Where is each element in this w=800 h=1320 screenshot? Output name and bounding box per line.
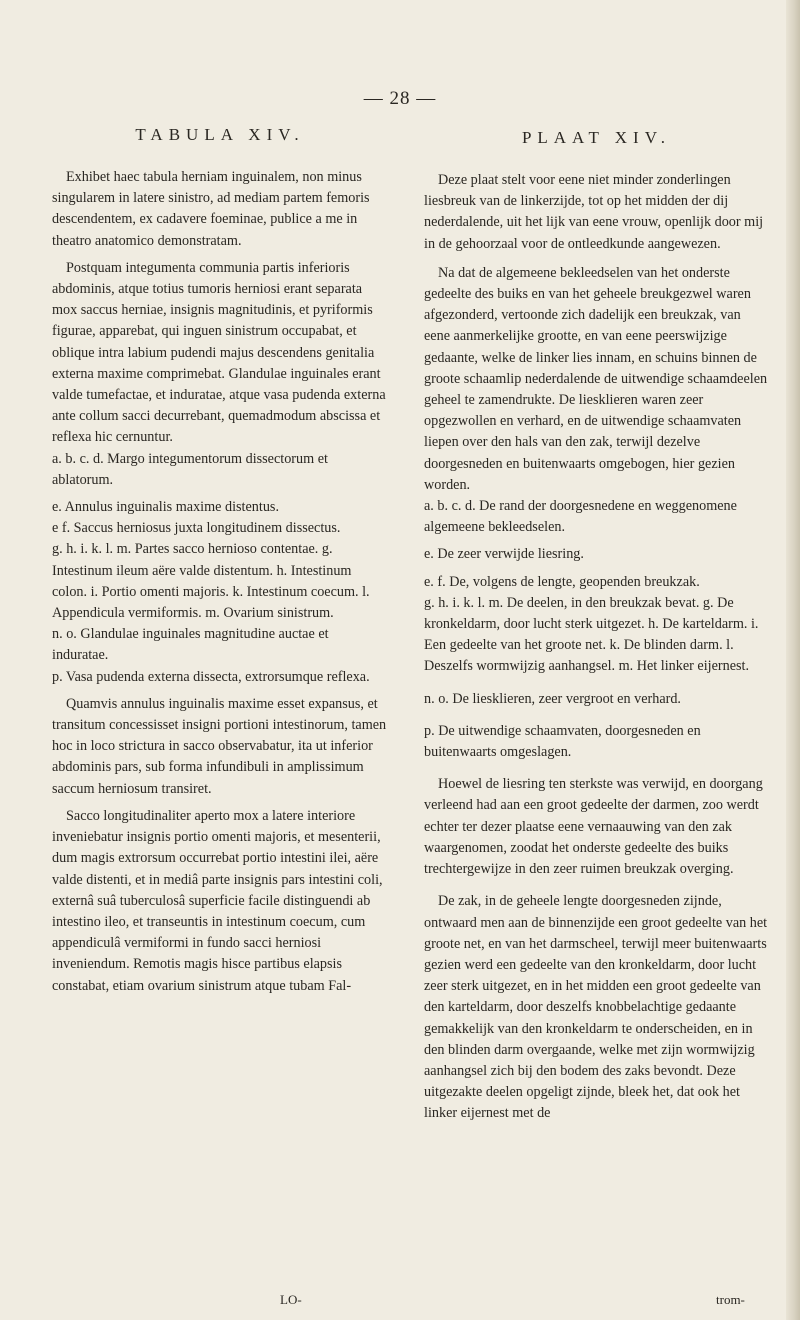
latin-column xyxy=(52,125,388,997)
dutch-legend-e: e. De zeer verwijde liesring. xyxy=(424,546,584,563)
page-edge xyxy=(786,0,800,1320)
latin-legend-abcd: a. b. c. d. Margo integumentorum dissectorum et ablatorum. xyxy=(52,450,328,488)
latin-catchword: LO- xyxy=(280,1292,302,1307)
dutch-heading: PLAAT XIV. xyxy=(521,128,672,147)
dutch-legend-ghiklm: g. h. i. k. l. m. De deelen, in den breukzak bevat. g. De kronkeldarm, door lucht sterk uitgezet. h. De karteldarm. i. Een gedeelte van het groote net. k. De blinden darm. l. Deszelfs wormwijzig aanhangsel. m. Het linker eijernest. xyxy=(424,594,759,675)
dutch-catchword: trom- xyxy=(716,1292,745,1307)
latin-legend-e: e. Annulus inguinalis maxime distentus. xyxy=(52,499,279,516)
dutch-paragraph-description: Na dat de algemeene bekleedselen van het onderste gedeelte des buiks en van het geheele breukgezwel waren afgezonderd, vertoonde zich dadelijk een breukzak, van eene aanmerkelijke grootte, en van eene peerswijzige gedaante, welke de linker lies innam, en schuins binnen de groote schaamlip nederdalende de uitwendige schaamdeelen geheel te zamendrukte. De liesklieren waren zeer opgezwollen en verhard, en de uitwendige schaamvaten liepen over den hals van den zak, terwijl dezelve doorgesneden en buitenwaarts omgebogen, hier gezien worden. xyxy=(424,264,768,493)
latin-paragraph-contents: Sacco longitudinaliter aperto mox a latere interiore inveniebatur insignis portio omenti majoris, et mesenterii, dum magis extrorsum occurrebat portio intestini ilei, aëre valde distenti, et in mediâ parte insignis pars intestini coli, externâ suâ tuberculosâ superficie facile distinguendi ab intestino ileo, et transeuntis in intestinum coecum, cum appendiculâ vermiformi in fundo sacci herniosi inveniendum. Remotis magis hisce partibus elapsis constabat, etiam ovarium sinistrum atque tubam Fal- xyxy=(52,807,383,994)
latin-paragraph-stricture: Quamvis annulus inguinalis maxime esset expansus, et transitum concessisset insigni portioni intestinorum, tamen hoc in loco strictura in sacco observabatur, ita ut inferior abdominis pars, sub forma infundibuli in amplissimum saccum herniosum transiret. xyxy=(52,695,387,797)
latin-legend-ef: e f. Saccus herniosus juxta longitudinem dissectus. xyxy=(52,520,341,537)
latin-paragraph-description: Postquam integumenta communia partis inferioris abdominis, atque totius tumoris herniosi erant separata mox saccus herniae, insignis magnitudinis, et pyriformis figurae, apparebat, qui inguen sinistrum occupabat, et oblique intra labium pudendi majus descendens genitalia externa maxime comprimebat. Glandulae inguinales erant valde tumefactae, et induratae, atque vasa pudenda externa ante collum sacci decurrebant, quemadmodum abscissa et reflexa hic cernuntur. xyxy=(52,259,386,446)
dutch-legend-no: n. o. De liesklieren, zeer vergroot en verhard. xyxy=(424,690,681,707)
latin-legend-no: n. o. Glandulae inguinales magnitudine auctae et induratae. xyxy=(52,626,329,664)
dutch-legend-ef: e. f. De, volgens de lengte, geopenden breukzak. xyxy=(424,573,700,590)
dutch-paragraph-intro: Deze plaat stelt voor eene niet minder zonderlingen liesbreuk van de linkerzijde, tot op het midden der dij nederdalende, uit het lijk van eene vrouw, openlijk door mij in de gehoorzaal voor de ontleedkunde aangewezen. xyxy=(424,172,764,252)
dutch-legend-p: p. De uitwendige schaamvaten, doorgesneden en buitenwaarts omgeslagen. xyxy=(424,722,701,761)
latin-heading: TABULA XIV. xyxy=(135,125,305,144)
latin-legend-p: p. Vasa pudenda externa dissecta, extrorsumque reflexa. xyxy=(52,668,370,685)
page-number: — 28 — xyxy=(363,88,437,109)
latin-paragraph-intro: Exhibet haec tabula herniam inguinalem, non minus singularem in latere sinistro, ad mediam partem femoris descendentem, ex cadavere foeminae, publice a me in theatro anatomico demonstratam. xyxy=(52,169,370,249)
latin-legend-ghiklm: g. h. i. k. l. m. Partes sacco hernioso contentae. g. Intestinum ileum aëre valde distentum. h. Intestinum colon. i. Portio omenti majoris. k. Intestinum coecum. l. Appendicula vermiformis. m. Ovarium sinistrum. xyxy=(52,541,370,622)
dutch-paragraph-contents: De zak, in de geheele lengte doorgesneden zijnde, ontwaard men aan de binnenzijde een groot gedeelte van het groote net, en van het darmscheel, terwijl meer buitenwaarts gezien werd een gedeelte van den kronkeldarm, door lucht zeer sterk uitgezet, en in het midden een groot gedeelte van den karteldarm, door deszelfs knobbelachtige gedaante gemakkelijk van den kronkeldarm te onderscheiden, en in den blinden darm overgaande, welke met zijn wormwijzig aanhangsel zich bij den bodem des zaks bevondt. Deze uitgezakte deelen opgeligt zijnde, bleek het, dat ook het linker eijernest met de xyxy=(424,893,768,1122)
dutch-paragraph-stricture: Hoewel de liesring ten sterkste was verwijd, en doorgang verleend had aan een groot gedeelte der darmen, zoo werdt echter ter dezer plaatse eene vernaauwing van den zak waargenomen, zoodat het onderste gedeelte des buiks trechtergewijze in den zeer ruimen breukzak overging. xyxy=(424,776,763,878)
dutch-column xyxy=(424,128,769,1125)
dutch-legend-abcd: a. b. c. d. De rand der doorgesnedene en weggenomene algemeene bekleedselen. xyxy=(424,498,737,536)
